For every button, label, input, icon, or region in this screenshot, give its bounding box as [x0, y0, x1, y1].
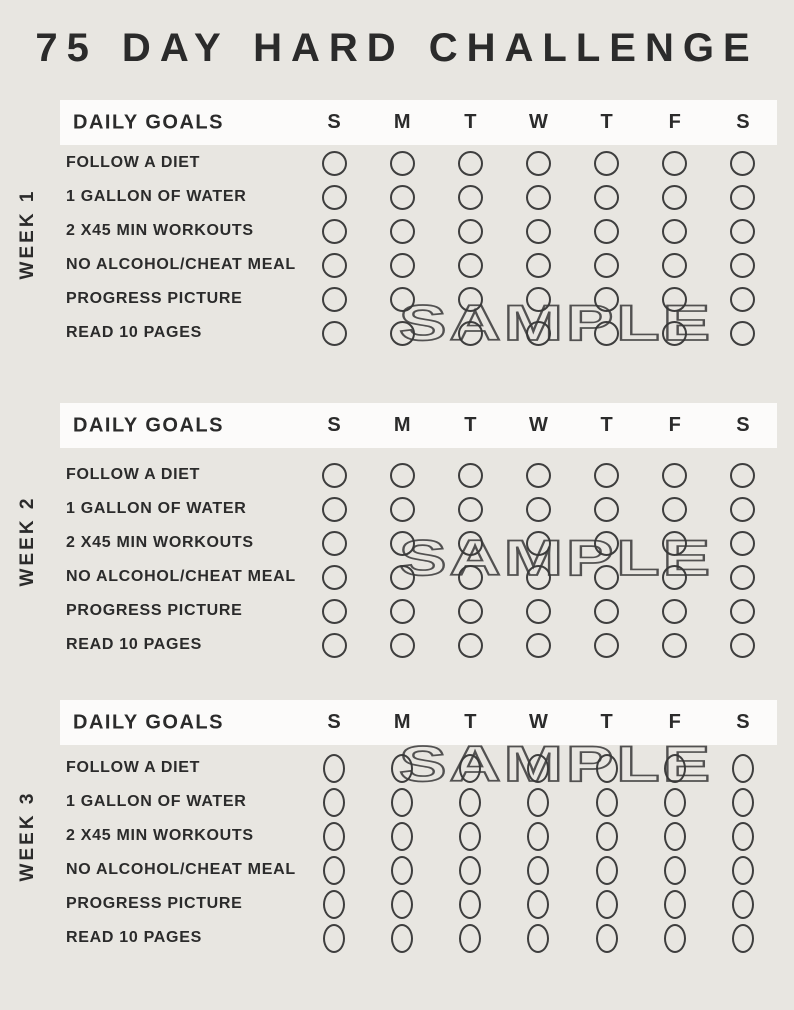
checkbox-circle[interactable]	[322, 633, 347, 658]
goal-row	[60, 316, 777, 350]
checkbox-circle[interactable]	[323, 856, 345, 885]
checkbox-circle[interactable]	[662, 633, 687, 658]
goal-row	[60, 146, 777, 180]
checkbox-circle[interactable]	[594, 531, 619, 556]
checkbox-circle[interactable]	[662, 463, 687, 488]
checkbox-circle[interactable]	[526, 219, 551, 244]
checkbox-circle[interactable]	[730, 531, 755, 556]
goal-label: PROGRESS PICTURE	[66, 602, 243, 619]
checkbox-circle[interactable]	[664, 788, 686, 817]
circle-row	[300, 751, 777, 785]
day-header-cell: S	[327, 111, 341, 133]
checkbox-circle[interactable]	[391, 856, 413, 885]
checkbox-circle[interactable]	[664, 822, 686, 851]
goal-label: 1 GALLON OF WATER	[66, 500, 247, 517]
circle-row	[300, 214, 777, 248]
checkbox-circle[interactable]	[391, 822, 413, 851]
daily-goals-label: DAILY GOALS	[73, 711, 224, 733]
goal-row	[60, 282, 777, 316]
checkbox-circle[interactable]	[662, 565, 687, 590]
circle-row	[300, 458, 777, 492]
checkbox-circle[interactable]	[596, 822, 618, 851]
checkbox-circle[interactable]	[390, 151, 415, 176]
goal-label: READ 10 PAGES	[66, 324, 202, 341]
day-header-cell: S	[327, 414, 341, 436]
checkbox-circle[interactable]	[732, 788, 754, 817]
checkbox-circle[interactable]	[322, 463, 347, 488]
day-header-cell: T	[600, 111, 613, 133]
checkbox-circle[interactable]	[732, 924, 754, 953]
checkbox-circle[interactable]	[594, 463, 619, 488]
checkbox-circle[interactable]	[458, 287, 483, 312]
checkbox-circle[interactable]	[596, 924, 618, 953]
checkbox-circle[interactable]	[458, 565, 483, 590]
checkbox-circle[interactable]	[322, 497, 347, 522]
circle-row	[300, 492, 777, 526]
daily-goals-label: DAILY GOALS	[73, 111, 224, 133]
daily-goals-label: DAILY GOALS	[73, 414, 224, 436]
checkbox-circle[interactable]	[323, 890, 345, 919]
checkbox-circle[interactable]	[323, 822, 345, 851]
checkbox-circle[interactable]	[594, 287, 619, 312]
checkbox-circle[interactable]	[526, 531, 551, 556]
circle-row	[300, 146, 777, 180]
goal-row	[60, 214, 777, 248]
checkbox-circle[interactable]	[458, 321, 483, 346]
checkbox-circle[interactable]	[596, 856, 618, 885]
checkbox-circle[interactable]	[526, 185, 551, 210]
checkbox-circle[interactable]	[662, 497, 687, 522]
circle-row	[300, 180, 777, 214]
checkbox-circle[interactable]	[664, 856, 686, 885]
checkbox-circle[interactable]	[459, 890, 481, 919]
checkbox-circle[interactable]	[730, 151, 755, 176]
circle-row	[300, 853, 777, 887]
checkbox-circle[interactable]	[594, 219, 619, 244]
checkbox-circle[interactable]	[596, 890, 618, 919]
circle-row	[300, 628, 777, 662]
checkbox-circle[interactable]	[662, 321, 687, 346]
circle-row	[300, 282, 777, 316]
checkbox-circle[interactable]	[732, 890, 754, 919]
day-header-cell: S	[736, 414, 750, 436]
checkbox-circle[interactable]	[322, 185, 347, 210]
goal-row	[60, 628, 777, 662]
checkbox-circle[interactable]	[459, 754, 481, 783]
checkbox-circle[interactable]	[322, 321, 347, 346]
checkbox-circle[interactable]	[322, 287, 347, 312]
circle-row	[300, 316, 777, 350]
goal-label: NO ALCOHOL/CHEAT MEAL	[66, 568, 296, 585]
checkbox-circle[interactable]	[459, 822, 481, 851]
day-header-cell: T	[464, 711, 477, 733]
goal-label: PROGRESS PICTURE	[66, 895, 243, 912]
checkbox-circle[interactable]	[662, 151, 687, 176]
checkbox-circle[interactable]	[526, 463, 551, 488]
checkbox-circle[interactable]	[459, 856, 481, 885]
checkbox-circle[interactable]	[594, 497, 619, 522]
checkbox-circle[interactable]	[390, 219, 415, 244]
goal-rows	[17, 448, 777, 662]
checkbox-circle[interactable]	[458, 463, 483, 488]
day-header-cell: M	[393, 711, 411, 733]
goal-row	[60, 180, 777, 214]
week-label: WEEK 1	[17, 188, 38, 279]
circle-row	[300, 785, 777, 819]
checkbox-circle[interactable]	[527, 856, 549, 885]
day-header-cell: F	[668, 414, 681, 436]
day-header-cell: F	[668, 711, 681, 733]
week-label: WEEK 3	[17, 790, 38, 882]
checkbox-circle[interactable]	[730, 633, 755, 658]
day-header-cell: S	[736, 111, 750, 133]
goal-row	[60, 594, 777, 628]
checkbox-circle[interactable]	[664, 890, 686, 919]
checkbox-circle[interactable]	[390, 565, 415, 590]
checkbox-circle[interactable]	[730, 287, 755, 312]
checkbox-circle[interactable]	[732, 856, 754, 885]
checkbox-circle[interactable]	[662, 253, 687, 278]
checkbox-circle[interactable]	[526, 287, 551, 312]
checkbox-circle[interactable]	[323, 924, 345, 953]
checkbox-circle[interactable]	[323, 754, 345, 783]
goal-label: NO ALCOHOL/CHEAT MEAL	[66, 861, 296, 878]
goal-row	[60, 751, 777, 785]
checkbox-circle[interactable]	[322, 565, 347, 590]
checkbox-circle[interactable]	[662, 531, 687, 556]
goal-row	[60, 921, 777, 955]
checkbox-circle[interactable]	[527, 754, 549, 783]
checkbox-circle[interactable]	[390, 463, 415, 488]
goal-label: FOLLOW A DIET	[66, 154, 201, 171]
goal-label: PROGRESS PICTURE	[66, 290, 243, 307]
checkbox-circle[interactable]	[526, 321, 551, 346]
checkbox-circle[interactable]	[458, 253, 483, 278]
goal-label: 2 X45 MIN WORKOUTS	[66, 534, 254, 551]
goal-label: 2 X45 MIN WORKOUTS	[66, 827, 254, 844]
day-header-row	[300, 100, 777, 145]
checkbox-circle[interactable]	[594, 151, 619, 176]
watermark-text: SAMPLE	[399, 530, 713, 585]
day-header-cell: T	[464, 414, 477, 436]
watermark-text: SAMPLE	[399, 736, 713, 791]
checkbox-circle[interactable]	[594, 599, 619, 624]
day-header-cell: T	[600, 414, 613, 436]
checkbox-circle[interactable]	[391, 788, 413, 817]
circle-row	[300, 819, 777, 853]
checkbox-circle[interactable]	[322, 219, 347, 244]
checkbox-circle[interactable]	[322, 151, 347, 176]
checkbox-circle[interactable]	[390, 253, 415, 278]
checkbox-circle[interactable]	[594, 321, 619, 346]
checkbox-circle[interactable]	[526, 151, 551, 176]
goal-row	[60, 458, 777, 492]
checkbox-circle[interactable]	[526, 599, 551, 624]
checkbox-circle[interactable]	[390, 633, 415, 658]
checkbox-circle[interactable]	[390, 599, 415, 624]
checkbox-circle[interactable]	[526, 253, 551, 278]
checkbox-circle[interactable]	[730, 185, 755, 210]
checkbox-circle[interactable]	[458, 497, 483, 522]
checkbox-circle[interactable]	[458, 185, 483, 210]
goal-row	[60, 526, 777, 560]
checkbox-circle[interactable]	[322, 253, 347, 278]
checkbox-circle[interactable]	[390, 185, 415, 210]
checkbox-circle[interactable]	[390, 531, 415, 556]
circle-row	[300, 560, 777, 594]
goal-label: NO ALCOHOL/CHEAT MEAL	[66, 256, 296, 273]
checkbox-circle[interactable]	[323, 788, 345, 817]
goal-row	[60, 887, 777, 921]
checkbox-circle[interactable]	[594, 253, 619, 278]
checkbox-circle[interactable]	[730, 565, 755, 590]
checkbox-circle[interactable]	[527, 890, 549, 919]
checkbox-circle[interactable]	[662, 219, 687, 244]
goal-row	[60, 853, 777, 887]
checkbox-circle[interactable]	[527, 924, 549, 953]
checkbox-circle[interactable]	[458, 151, 483, 176]
checkbox-circle[interactable]	[459, 924, 481, 953]
checkbox-circle[interactable]	[458, 599, 483, 624]
checkbox-circle[interactable]	[732, 754, 754, 783]
circle-row	[300, 887, 777, 921]
circle-row	[300, 594, 777, 628]
goal-label: 1 GALLON OF WATER	[66, 793, 247, 810]
checkbox-circle[interactable]	[662, 599, 687, 624]
goal-row	[60, 492, 777, 526]
goal-row	[60, 248, 777, 282]
day-header-cell: F	[668, 111, 681, 133]
day-header-row	[300, 700, 777, 745]
day-header-cell: M	[393, 111, 411, 133]
goal-row	[60, 560, 777, 594]
day-header-cell: W	[529, 414, 548, 436]
checkbox-circle[interactable]	[730, 253, 755, 278]
day-header-cell: T	[600, 711, 613, 733]
goal-rows	[17, 736, 777, 955]
goal-label: FOLLOW A DIET	[66, 759, 201, 776]
checkbox-circle[interactable]	[390, 287, 415, 312]
circle-row	[300, 921, 777, 955]
week-section-3	[17, 700, 777, 955]
daily-goals-header	[60, 700, 777, 745]
checkbox-circle[interactable]	[730, 497, 755, 522]
day-header-row	[300, 403, 777, 448]
day-header-cell: T	[464, 111, 477, 133]
daily-goals-header	[60, 100, 777, 145]
circle-row	[300, 526, 777, 560]
goal-label: 2 X45 MIN WORKOUTS	[66, 222, 254, 239]
goal-rows	[17, 145, 777, 350]
goal-label: READ 10 PAGES	[66, 636, 202, 653]
checkbox-circle[interactable]	[662, 287, 687, 312]
daily-goals-header	[60, 403, 777, 448]
goal-label: READ 10 PAGES	[66, 929, 202, 946]
checkbox-circle[interactable]	[391, 924, 413, 953]
day-header-cell: W	[529, 711, 548, 733]
goal-label: FOLLOW A DIET	[66, 466, 201, 483]
goal-label: 1 GALLON OF WATER	[66, 188, 247, 205]
checkbox-circle[interactable]	[391, 890, 413, 919]
day-header-cell: M	[393, 414, 411, 436]
watermark-text: SAMPLE	[399, 295, 713, 350]
day-header-cell: W	[529, 111, 548, 133]
checkbox-circle[interactable]	[594, 185, 619, 210]
checkbox-circle[interactable]	[458, 633, 483, 658]
checkbox-circle[interactable]	[526, 565, 551, 590]
checkbox-circle[interactable]	[664, 754, 686, 783]
checkbox-circle[interactable]	[730, 599, 755, 624]
checkbox-circle[interactable]	[594, 633, 619, 658]
checkbox-circle[interactable]	[322, 531, 347, 556]
goal-row	[60, 819, 777, 853]
checkbox-circle[interactable]	[662, 185, 687, 210]
checkbox-circle[interactable]	[664, 924, 686, 953]
checkbox-circle[interactable]	[596, 754, 618, 783]
checkbox-circle[interactable]	[527, 788, 549, 817]
checkbox-circle[interactable]	[458, 531, 483, 556]
goal-row	[60, 785, 777, 819]
checkbox-circle[interactable]	[458, 219, 483, 244]
checkbox-circle[interactable]	[390, 497, 415, 522]
checkbox-circle[interactable]	[322, 599, 347, 624]
checkbox-circle[interactable]	[732, 822, 754, 851]
checkbox-circle[interactable]	[730, 321, 755, 346]
page-title: 75 DAY HARD CHALLENGE	[35, 26, 759, 70]
checkbox-circle[interactable]	[594, 565, 619, 590]
checkbox-circle[interactable]	[459, 788, 481, 817]
day-header-cell: S	[327, 711, 341, 733]
checkbox-circle[interactable]	[526, 633, 551, 658]
checkbox-circle[interactable]	[596, 788, 618, 817]
week-section-1	[17, 100, 777, 350]
checkbox-circle[interactable]	[527, 822, 549, 851]
checkbox-circle[interactable]	[391, 754, 413, 783]
checkbox-circle[interactable]	[730, 463, 755, 488]
day-header-cell: S	[736, 711, 750, 733]
week-label: WEEK 2	[17, 495, 38, 587]
checkbox-circle[interactable]	[730, 219, 755, 244]
circle-row	[300, 248, 777, 282]
checkbox-circle[interactable]	[390, 321, 415, 346]
week-section-2	[17, 403, 777, 662]
checkbox-circle[interactable]	[526, 497, 551, 522]
